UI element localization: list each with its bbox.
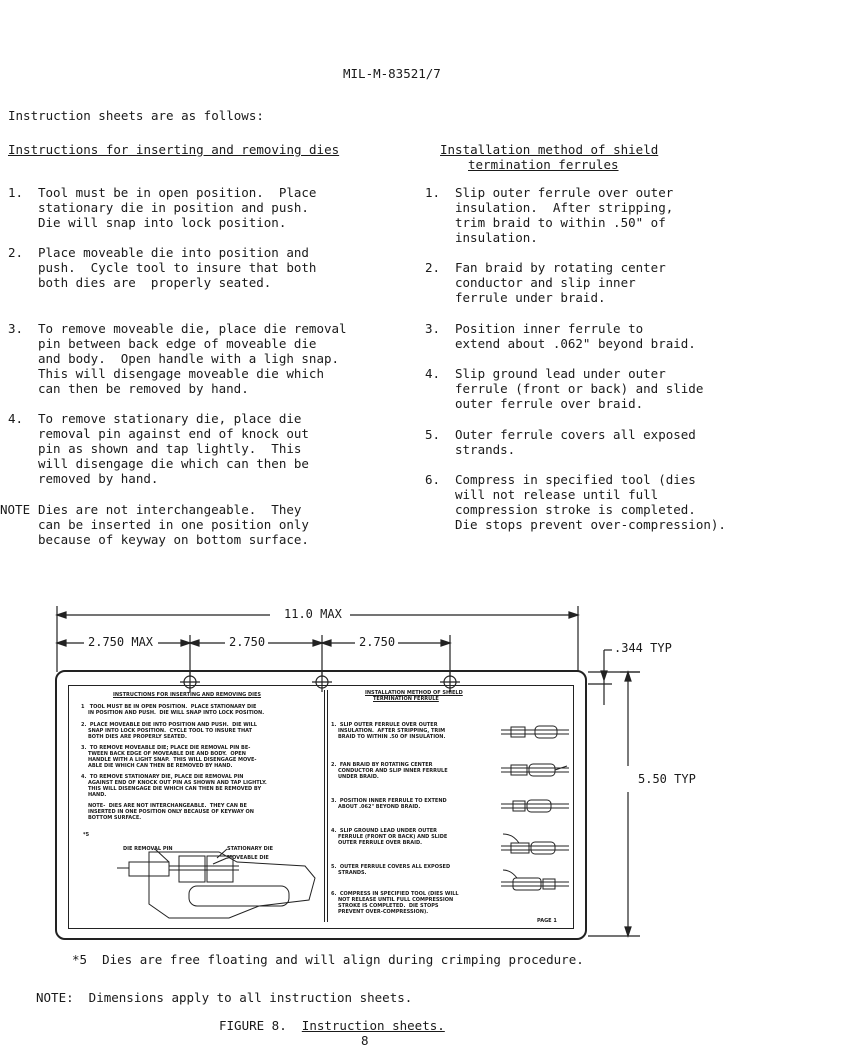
plate-right-line: 6. COMPRESS IN SPECIFIED TOOL (DIES WILL NOT RELEASE UNTIL FULL COMPRESSION STROKE IS COMPLETED. DIE STOPS PREVENT OVER-COMPRESSION).: [331, 891, 459, 915]
dim-third: 2.750: [359, 635, 396, 649]
ferrule-sketches: [499, 722, 571, 902]
item-number: 4.: [8, 411, 24, 426]
plate-left-heading: INSTRUCTIONS FOR INSERTING AND REMOVING DIES: [113, 692, 262, 698]
plate-left-line: NOTE- DIES ARE NOT INTERCHANGEABLE. THEY CAN BE INSERTED IN ONE POSITION ONLY BECAUSE OF KEYWAY ON BOTTOM SURFACE.: [87, 803, 254, 821]
figure-title: Instruction sheets.: [301, 1018, 445, 1033]
item-number: 5.: [425, 427, 441, 442]
dimensions-note: NOTE: Dimensions apply to all instruction sheets.: [36, 990, 413, 1005]
right-heading-line1: Installation method of shield: [440, 142, 659, 157]
plate-left-line: 3. TO REMOVE MOVEABLE DIE; PLACE DIE REMOVAL PIN BE- TWEEN BACK EDGE OF MOVEABLE DIE AND BODY. OPEN HANDLE WITH A LIGHT SNAP. THIS WILL DISENGAGE MOVE- ABLE DIE WHICH CAN THEN BE REMOVED BY HAND.: [81, 745, 257, 769]
plate-left-line: 4. TO REMOVE STATIONARY DIE, PLACE DIE REMOVAL PIN AGAINST END OF KNOCK OUT PIN AS SHOWN AND TAP LIGHTLY. THIS WILL DISENGAGE DIE WHICH CAN THEN BE REMOVED BY HAND.: [81, 774, 267, 798]
dim-first: 2.750 MAX: [88, 635, 154, 649]
dim-344-typ: .344 TYP: [614, 641, 672, 655]
plate-right-line: 2. FAN BRAID BY ROTATING CENTER CONDUCTOR AND SLIP INNER FERRULE UNDER BRAID.: [331, 762, 448, 780]
plate-left-line: 2. PLACE MOVEABLE DIE INTO POSITION AND PUSH. DIE WILL SNAP INTO LOCK POSITION. CYCLE TOOL TO INSURE THAT BOTH DIES ARE PROPERLY SEATED.: [81, 722, 257, 740]
item-number: 6.: [425, 472, 441, 487]
plate-right-heading-line1: INSTALLATION METHOD OF SHIELD: [365, 690, 463, 696]
note-label: NOTE: [0, 502, 31, 517]
dim-550-typ: 5.50 TYP: [638, 772, 696, 786]
left-heading: Instructions for inserting and removing dies: [8, 142, 340, 157]
item-text: Place moveable die into position and push. Cycle tool to insure that both both dies are properly seated.: [38, 245, 317, 290]
item-text: Slip outer ferrule over outer insulation. After stripping, trim braid to within .50" of insulation.: [455, 185, 674, 245]
instruction-plate-inner: [68, 685, 574, 929]
item-text: Outer ferrule covers all exposed strands.: [455, 427, 696, 457]
plate-star5: *5: [83, 832, 90, 838]
item-number: 2.: [8, 245, 24, 260]
item-number: 1.: [425, 185, 441, 200]
item-text: Position inner ferrule to extend about .062" beyond braid.: [455, 321, 696, 351]
item-number: 3.: [8, 321, 24, 336]
crimp-tool-drawing: [109, 844, 319, 924]
ferrule-step-4-icon: [501, 834, 569, 854]
plate-moveable-die: MOVEABLE DIE: [227, 855, 269, 861]
item-text: Fan braid by rotating center conductor and slip inner ferrule under braid.: [455, 260, 666, 305]
note-text: Dies are not interchangeable. They can be inserted in one position only because of keyway on bottom surface.: [38, 502, 309, 547]
ferrule-step-3-icon: [501, 800, 569, 812]
figure-caption: [219, 1018, 445, 1033]
ferrule-step-1-icon: [501, 726, 569, 738]
plate-stationary-die: STATIONARY DIE: [227, 846, 274, 852]
figure-label: FIGURE 8.: [219, 1018, 287, 1033]
item-number: 1.: [8, 185, 24, 200]
plate-right-line: 5. OUTER FERRULE COVERS ALL EXPOSED STRANDS.: [331, 864, 451, 876]
item-number: 2.: [425, 260, 441, 275]
instruction-plate: [55, 670, 587, 940]
plate-left-line: 1 TOOL MUST BE IN OPEN POSITION. PLACE STATIONARY DIE IN POSITION AND PUSH. DIE WILL SNAP INTO LOCK POSITION.: [81, 704, 265, 716]
plate-divider: [324, 690, 328, 922]
plate-right-line: 1. SLIP OUTER FERRULE OVER OUTER INSULATION. AFTER STRIPPING, TRIM BRAID TO WITHIN .50 OF INSULATION.: [331, 722, 446, 740]
item-text: Compress in specified tool (dies will not release until full compression stroke is completed. Die stops prevent over-compression).: [455, 472, 726, 532]
item-number: 3.: [425, 321, 441, 336]
ferrule-step-2-icon: [501, 764, 569, 776]
right-heading-line2: termination ferrules: [468, 157, 619, 172]
footnote: *5 Dies are free floating and will align during crimping procedure.: [72, 952, 584, 967]
page-number: 8: [361, 1033, 369, 1048]
plate-right-line: 3. POSITION INNER FERRULE TO EXTEND ABOUT .062" BEYOND BRAID.: [331, 798, 447, 810]
plate-die-removal-pin: DIE REMOVAL PIN: [123, 846, 173, 852]
plate-page-label: PAGE 1: [537, 918, 557, 924]
item-text: To remove moveable die, place die removal pin between back edge of moveable die and body. Open handle with a ligh snap. This will disengage moveable die which can then be removed by hand.: [38, 321, 347, 396]
plate-right-line: 4. SLIP GROUND LEAD UNDER OUTER FERRULE (FRONT OR BACK) AND SLIDE OUTER FERRULE OVER BRAID.: [331, 828, 448, 846]
item-text: Tool must be in open position. Place stationary die in position and push. Die will snap into lock position.: [38, 185, 317, 230]
dim-overall: 11.0 MAX: [284, 607, 342, 621]
document-number: MIL-M-83521/7: [343, 66, 441, 81]
dim-second: 2.750: [229, 635, 266, 649]
ferrule-step-5-icon: [501, 870, 569, 890]
item-text: To remove stationary die, place die removal pin against end of knock out pin as shown and tap lightly. This will disengage die which can then be removed by hand.: [38, 411, 309, 486]
item-number: 4.: [425, 366, 441, 381]
item-text: Slip ground lead under outer ferrule (front or back) and slide outer ferrule over braid.: [455, 366, 704, 411]
plate-right-heading-line2: TERMINATION FERRULE: [373, 696, 439, 702]
intro-text: Instruction sheets are as follows:: [8, 108, 264, 123]
